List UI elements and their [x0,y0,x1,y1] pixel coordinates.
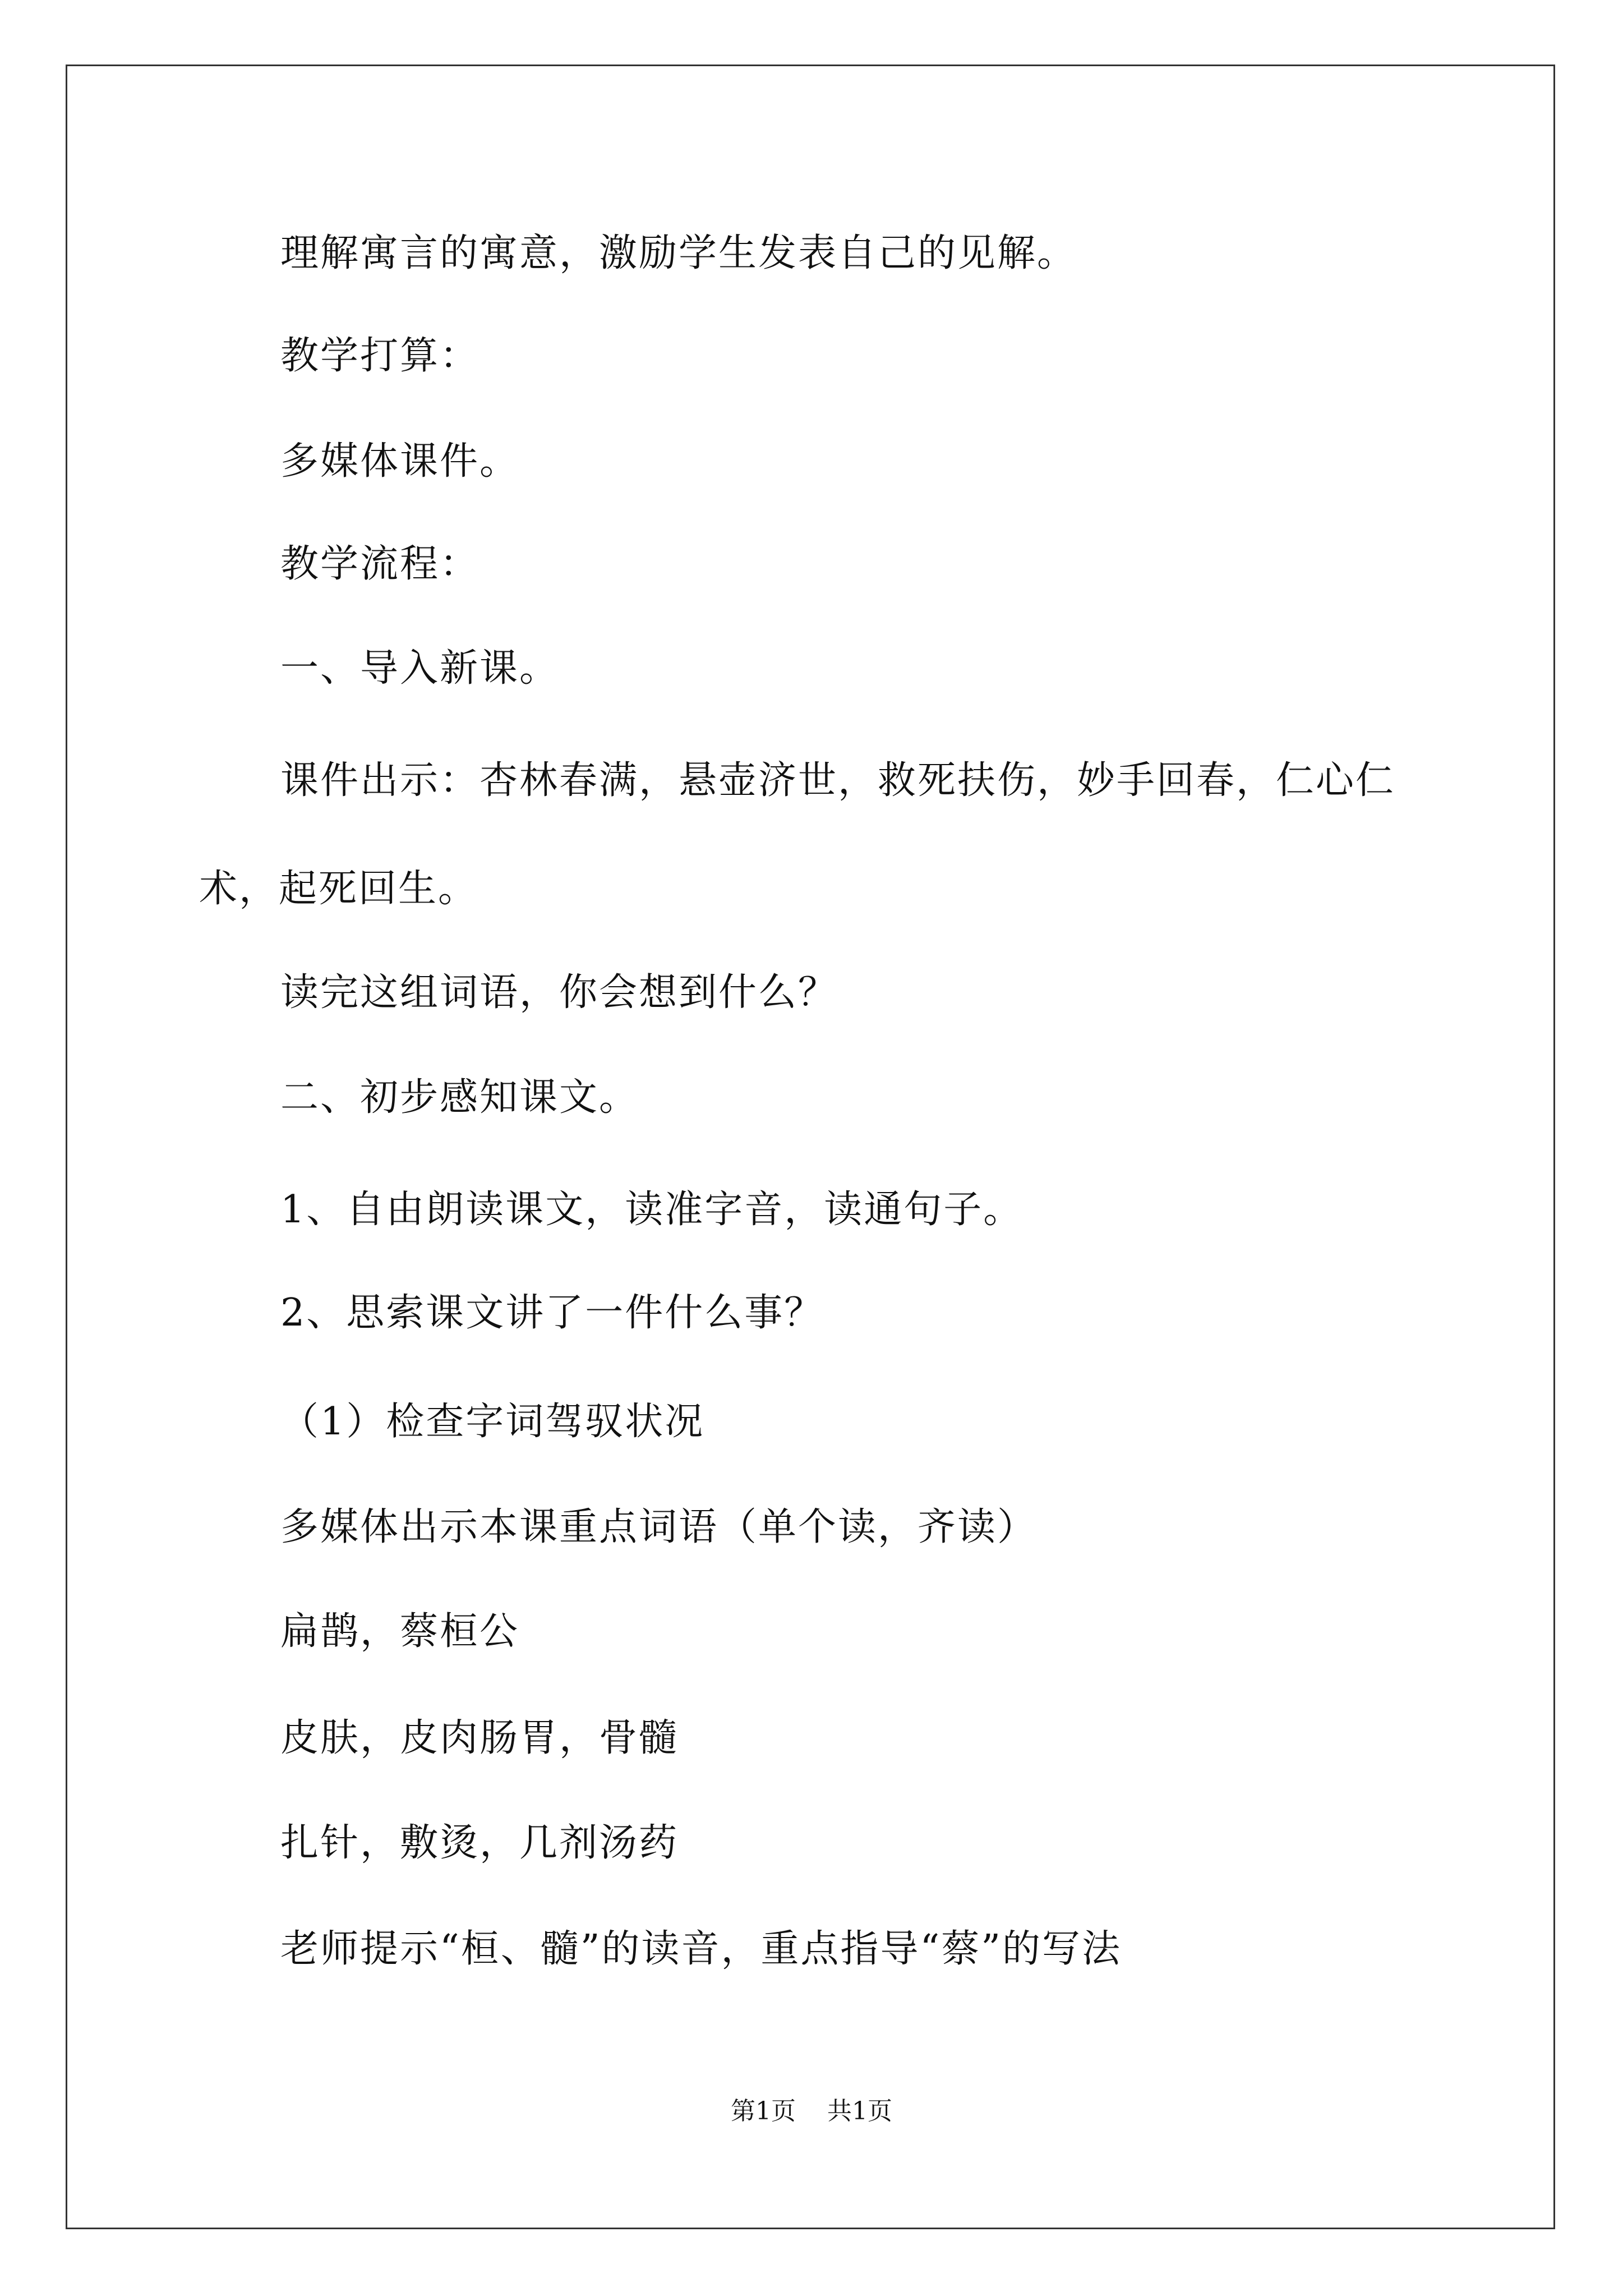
paragraph-line: 理解寓言的寓意，激励学生发表自己的见解。 [280,231,1077,275]
paragraph-line: 多媒体课件。 [280,439,520,484]
page-number-total: 共1页 [827,2097,892,2125]
page-number-current: 第1页 [731,2097,796,2125]
paragraph-line: 课件出示：杏林春满，悬壶济世，救死扶伤，妙手回春，仁心仁 [280,758,1396,803]
paragraph-line: 2、思索课文讲了一件什么事？ [280,1291,824,1335]
paragraph-line: 皮肤，皮肉肠胃，骨髓 [280,1716,679,1760]
paragraph-line: 读完这组词语，你会想到什么？ [280,970,838,1015]
paragraph-line: 教学打算： [280,334,480,378]
paragraph-line: （1）检查字词驾驭状况 [280,1400,705,1444]
page-footer [0,2097,1623,2126]
paragraph-line: 教学流程： [280,542,480,586]
paragraph-line: 术，起死回生。 [199,867,478,911]
paragraph-line: 扎针，敷烫，几剂汤药 [280,1821,679,1865]
paragraph-line: 扁鹊，蔡桓公 [280,1609,520,1654]
paragraph-line: 老师提示“桓、髓”的读音，重点指导“蔡”的写法 [280,1927,1122,1971]
section-heading: 一、导入新课。 [280,646,560,691]
paragraph-line: 1、自由朗读课文，读准字音，读通句子。 [280,1188,1023,1232]
paragraph-line: 多媒体出示本课重点词语（单个读，齐读） [280,1505,1038,1549]
page-border [66,65,1555,2229]
section-heading: 二、初步感知课文。 [280,1075,639,1120]
